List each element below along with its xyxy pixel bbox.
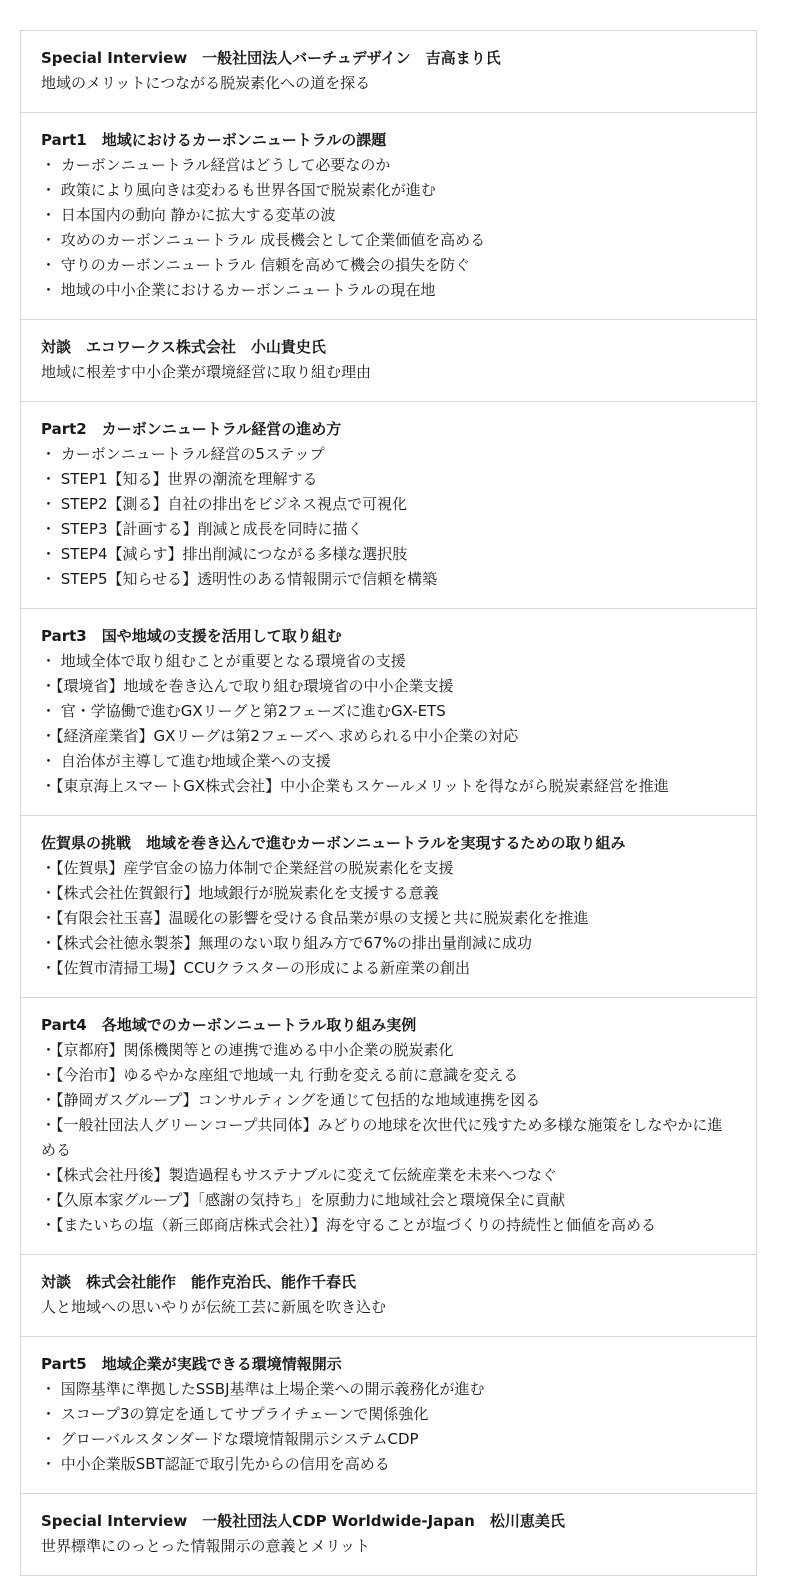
section-heading: Part2 カーボンニュートラル経営の進め方 (41, 420, 342, 438)
list-item: ・ 守りのカーボンニュートラル 信頼を高めて機会の損失を防ぐ (41, 256, 471, 274)
list-item: ・ 地域全体で取り組むことが重要となる環境省の支援 (41, 652, 406, 670)
section-subtitle: 世界標準にのっとった情報開示の意義とメリット (41, 1537, 370, 1555)
list-item: ・【またいちの塩（新三郎商店株式会社）】海を守ることが塩づくりの持続性と価値を高める (41, 1216, 657, 1234)
section-saga-challenge (21, 815, 756, 997)
list-item: ・【株式会社徳永製茶】無理のない取り組み方で67%の排出量削減に成功 (41, 934, 532, 952)
list-item: ・ 自治体が主導して進む地域企業への支援 (41, 752, 331, 770)
list-item: ・ 政策により風向きは変わるも世界各国で脱炭素化が進む (41, 181, 436, 199)
list-item: ・ STEP2【測る】自社の排出をビジネス視点で可視化 (41, 495, 408, 513)
section-dialogue-ecoworks (21, 319, 756, 401)
section-item-list (41, 442, 736, 592)
section-item-list (41, 856, 736, 981)
list-item: ・【久原本家グループ】「感謝の気持ち」を原動力に地域社会と環境保全に貢献 (41, 1191, 565, 1209)
list-item: ・ 攻めのカーボンニュートラル 成長機会として企業価値を高める (41, 231, 486, 249)
list-item: ・【環境省】地域を巻き込んで取り組む環境省の中小企業支援 (41, 677, 454, 695)
list-item: ・【株式会社丹後】製造過程もサステナブルに変えて伝統産業を未来へつなぐ (41, 1166, 558, 1184)
list-item: ・ 国際基準に準拠したSSBJ基準は上場企業への開示義務化が進む (41, 1380, 485, 1398)
section-item-list (41, 153, 736, 303)
section-heading: 対談 エコワークス株式会社 小山貴史氏 (41, 338, 326, 356)
list-item: ・ カーボンニュートラル経営の5ステップ (41, 445, 325, 463)
section-part3 (21, 608, 756, 815)
section-heading: Special Interview 一般社団法人バーチュデザイン 吉高まり氏 (41, 49, 501, 67)
list-item: ・【有限会社玉喜】温暖化の影響を受ける食品業が県の支援と共に脱炭素化を推進 (41, 909, 589, 927)
section-heading: Part4 各地域でのカーボンニュートラル取り組み実例 (41, 1016, 417, 1034)
section-heading: Part3 国や地域の支援を活用して取り組む (41, 627, 342, 645)
list-item: ・ STEP5【知らせる】透明性のある情報開示で信頼を構築 (41, 570, 438, 588)
list-item: ・【株式会社佐賀銀行】地域銀行が脱炭素化を支援する意義 (41, 884, 439, 902)
list-item: ・ STEP4【減らす】排出削減につながる多様な選択肢 (41, 545, 408, 563)
list-item: ・ 官・学協働で進むGXリーグと第2フェーズに進むGX-ETS (41, 702, 446, 720)
section-heading: Part5 地域企業が実践できる環境情報開示 (41, 1355, 342, 1373)
section-special-interview-yoshitaka (21, 31, 756, 112)
section-heading: Special Interview 一般社団法人CDP Worldwide-Japan 松川恵美氏 (41, 1512, 565, 1530)
list-item: ・ 地域の中小企業におけるカーボンニュートラルの現在地 (41, 281, 436, 299)
section-subtitle: 地域のメリットにつながる脱炭素化への道を探る (41, 74, 371, 92)
list-item: ・ カーボンニュートラル経営はどうして必要なのか (41, 156, 391, 174)
section-item-list (41, 1377, 736, 1477)
list-item: ・ 日本国内の動向 静かに拡大する変革の波 (41, 206, 336, 224)
list-item: ・ 中小企業版SBT認証で取引先からの信用を高める (41, 1455, 390, 1473)
table-of-contents (20, 30, 757, 1576)
list-item: ・【静岡ガスグループ】コンサルティングを通じて包括的な地域連携を図る (41, 1091, 541, 1109)
section-subtitle: 人と地域への思いやりが伝統工芸に新風を吹き込む (41, 1298, 387, 1316)
list-item: ・【今治市】ゆるやかな座組で地域一丸 行動を変える前に意識を変える (41, 1066, 519, 1084)
section-part5 (21, 1336, 756, 1493)
section-heading: 佐賀県の挑戦 地域を巻き込んで進むカーボンニュートラルを実現するための取り組み (41, 834, 626, 852)
section-heading: 対談 株式会社能作 能作克治氏、能作千春氏 (41, 1273, 357, 1291)
section-heading: Part1 地域におけるカーボンニュートラルの課題 (41, 131, 387, 149)
list-item: ・【経済産業省】GXリーグは第2フェーズへ 求められる中小企業の対応 (41, 727, 519, 745)
list-item: ・ グローバルスタンダードな環境情報開示システムCDP (41, 1430, 419, 1448)
list-item: ・【佐賀県】産学官金の協力体制で企業経営の脱炭素化を支援 (41, 859, 454, 877)
section-subtitle: 地域に根差す中小企業が環境経営に取り組む理由 (41, 363, 372, 381)
list-item: ・ STEP3【計画する】削減と成長を同時に描く (41, 520, 363, 538)
section-dialogue-nousaku (21, 1254, 756, 1336)
list-item: ・【佐賀市清掃工場】CCUクラスターの形成による新産業の創出 (41, 959, 470, 977)
list-item: ・【京都府】関係機関等との連携で進める中小企業の脱炭素化 (41, 1041, 454, 1059)
section-part2 (21, 401, 756, 608)
section-part4 (21, 997, 756, 1254)
section-item-list (41, 1038, 736, 1238)
list-item: ・ STEP1【知る】世界の潮流を理解する (41, 470, 318, 488)
list-item: ・ スコープ3の算定を通してサプライチェーンで関係強化 (41, 1405, 429, 1423)
section-special-interview-cdp (21, 1493, 756, 1575)
section-part1 (21, 112, 756, 319)
list-item: ・【東京海上スマートGX株式会社】中小企業もスケールメリットを得ながら脱炭素経営を推進 (41, 777, 669, 795)
section-item-list (41, 649, 736, 799)
list-item: ・【一般社団法人グリーンコープ共同体】みどりの地球を次世代に残すため多様な施策をしなやかに進める (41, 1116, 723, 1159)
